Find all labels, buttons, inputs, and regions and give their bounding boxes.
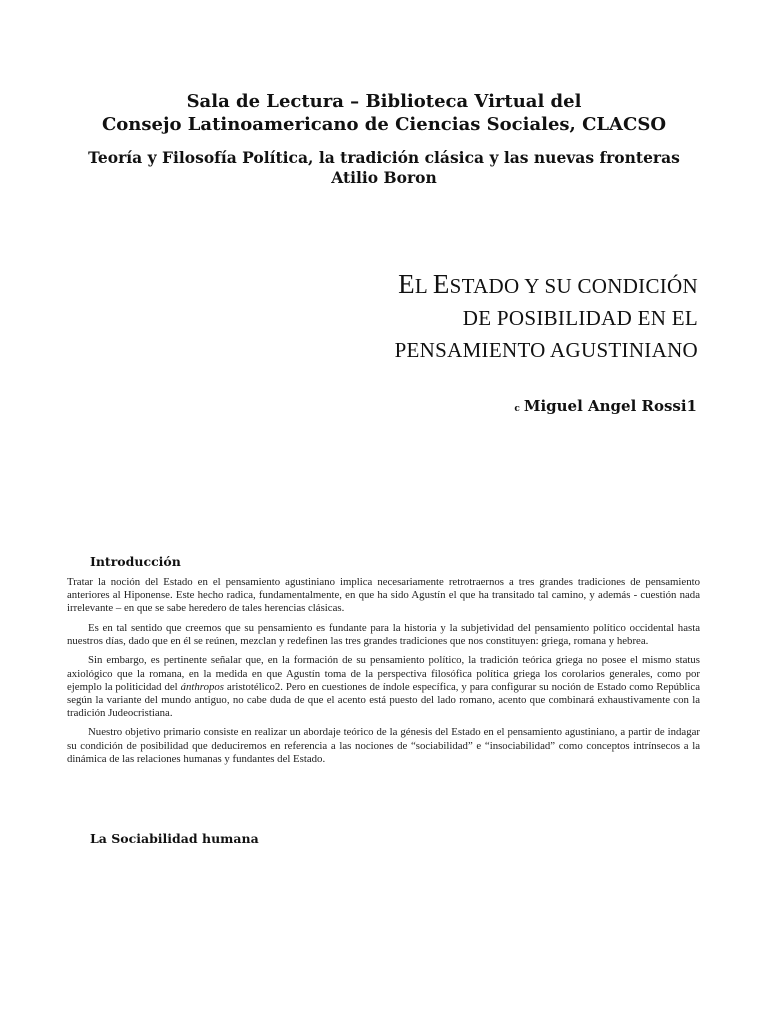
paragraph-3 xyxy=(67,654,700,719)
paragraph-3-part-a: Sin embargo, es pertinente señalar que, en la formación de su pensamiento político, la tradición teórica griega no posee el mismo status axiológico que la romana, en la medida en que Agustín toma de la perspectiva filosófica política griega los corolarios generales, como por ejemplo la politicidad del xyxy=(67,654,700,693)
paragraph-3-part-b: aristotélico2. Pero en cuestiones de índole específica, y para configurar su noción de Estado como República según la variante del mundo antiguo, no cabe duda de que el acento está puesto del lado romano, acento que combinará exhaustivamente con la tradición Judeocristiana. xyxy=(67,680,700,719)
title-word-1: L xyxy=(414,274,428,298)
paragraph-3-emphasis: ánthropos xyxy=(180,680,225,693)
header-line-1: Sala de Lectura – Biblioteca Virtual del xyxy=(186,91,582,112)
title-initial-2: E xyxy=(432,269,450,299)
header-line-2: Consejo Latinoamericano de Ciencias Sociales, CLACSO xyxy=(101,114,667,135)
title-initial-1: E xyxy=(398,269,415,299)
section-heading-sociabilidad: La Sociabilidad humana xyxy=(90,831,259,846)
book-author: Atilio Boron xyxy=(331,168,437,187)
book-title: Teoría y Filosofía Política, la tradición clásica y las nuevas fronteras xyxy=(88,148,680,167)
title-words-2: STADO Y SU CONDICIÓN xyxy=(449,274,698,298)
title-line-3: PENSAMIENTO AGUSTINIANO xyxy=(394,338,698,362)
article-title xyxy=(395,268,698,366)
paragraph-2: Es en tal sentido que creemos que su pensamiento es fundante para la historia y la subjetividad del pensamiento político occidental hasta nuestros días, dado que en él se reúnen, mezclan y redefinen las tres grandes tradiciones que nos constituyen: griega, romana y hebrea. xyxy=(67,621,700,647)
title-line-2: DE POSIBILIDAD EN EL xyxy=(462,306,698,330)
paragraph-4: Nuestro objetivo primario consiste en realizar un abordaje teórico de la génesis del Estado en el pensamiento agustiniano, a partir de indagar su condición de posibilidad que deduciremos en referencia a las nociones de “sociabilidad” e “insociabilidad” como conceptos intrínsecos a la dinámica de las relaciones humanas y fundantes del Estado. xyxy=(67,726,700,765)
article-author xyxy=(514,397,697,415)
title-line-1 xyxy=(395,268,698,302)
author-mark: c xyxy=(514,404,520,414)
body-text xyxy=(67,576,700,772)
author-name: Miguel Angel Rossi1 xyxy=(523,397,697,415)
section-heading-introduccion: Introducción xyxy=(90,554,181,569)
library-header xyxy=(0,90,768,188)
paragraph-1: Tratar la noción del Estado en el pensamiento agustiniano implica necesariamente retrotraernos a tres grandes tradiciones de pensamiento anteriores al Hiponense. Este hecho radica, fundamentalmente, en que ha sido Agustín el que ha transitado tal camino, y además - cuestión nada irrelevante – en que se sabe heredero de tales herencias clásicas. xyxy=(67,576,700,615)
